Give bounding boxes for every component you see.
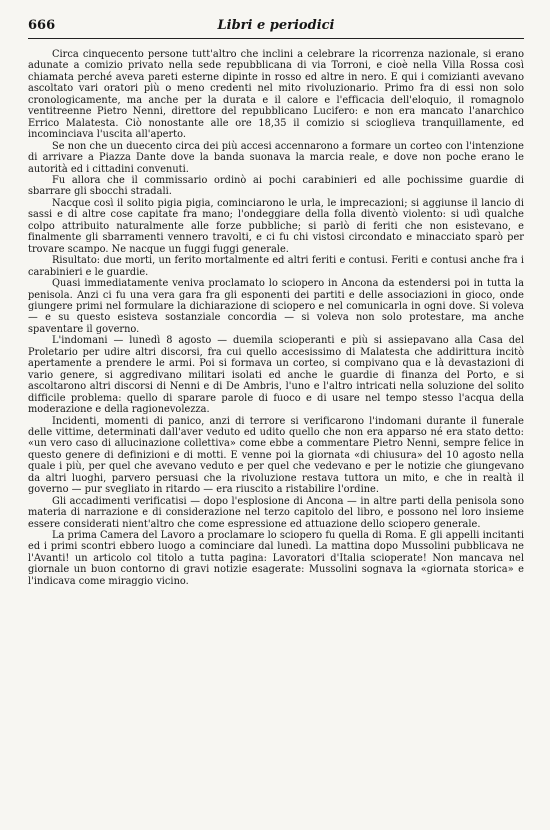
paragraph-2: Se non che un duecento circa dei più accesi accennarono a formare un corteo con l'intenzione di arrivare a Piazza Dante dove la banda suonava la marcia reale, e dove non poche erano le autorità ed i cittadini convenuti. bbox=[28, 140, 524, 175]
running-title: Libri e periodici bbox=[217, 18, 335, 33]
paragraph-1: Circa cinquecento persone tutt'altro che inclini a celebrare la ricorrenza nazionale, si erano adunate a comizio privato nella sede repubblicana di via Torroni, e cioè nella Villa Rossa così chiamata perché aveva pareti esterne dipinte in rosso ed altre in nero. E qui i comizianti avevano ascoltato vari oratori più o meno credenti nel mito rivoluzionario. Primo fra di essi non solo cronologicamente, ma anche per la durata e il calore e l'efficacia dell'eloquio, il romagnolo ventitreenne Pietro Nenni, direttore del repubblicano Lucifero: e non era mancato l'anarchico Errico Malatesta. Ciò nonostante alle ore 18,35 il comizio si scioglieva tranquillamente, ed incominciava l'uscita all'aperto. bbox=[28, 49, 524, 141]
paragraph-6: Quasi immediatamente veniva proclamato lo sciopero in Ancona da estendersi poi in tutta la penisola. Anzi ci fu una vera gara fra gli esponenti dei partiti e delle associazioni in gioco, onde giungere primi nel formulare la dichiarazione di sciopero e nel comunicarla in ogni dove. Si voleva — e su questo esisteva sostanziale concordia — si voleva non solo protestare, ma anche spaventare il governo. bbox=[28, 278, 524, 335]
text-body bbox=[28, 49, 524, 587]
paragraph-3: Fu allora che il commissario ordinò ai pochi carabinieri ed alle pochissime guardie di sbarrare gli sbocchi stradali. bbox=[28, 174, 524, 198]
page-header bbox=[28, 18, 524, 39]
paragraph-8: Incidenti, momenti di panico, anzi di terrore si verificarono l'indomani durante il funerale delle vittime, determinati dall'aver veduto ed udito quello che non era apparso né era stato detto: «un vero caso di allucinazione collettiva» come ebbe a commentare Pietro Nenni, sempre felice in questo genere di definizioni e di motti. E venne poi la giornata «di chiusura» del 10 agosto nella quale i più, per quel che avevano veduto e per quel che vedevano e per le notizie che giungevano da altri luoghi, parvero persuasi che la rivoluzione restava tuttora un mito, e che in realtà il governo — pur svegliato in ritardo — era riuscito a ristabilire l'ordine. bbox=[28, 415, 524, 496]
paragraph-4: Nacque così il solito pigia pigia, cominciarono le urla, le imprecazioni; si aggiunse il lancio di sassi e di altre cose capitate fra mano; l'ondeggiare della folla diventò violento: si udì qualche colpo attribuito naturalmente alle forze pubbliche; si parlò di feriti che non esistevano, e finalmente gli sbarramenti vennero travolti, e ci fu chi vistosi circondato e minacciato sparò per trovare scampo. Ne nacque un fuggi fuggi generale. bbox=[28, 197, 524, 255]
paragraph-7: L'indomani — lunedì 8 agosto — duemila scioperanti e più si assiepavano alla Casa del Proletario per udire altri discorsi, fra cui quello accesissimo di Malatesta che addirittura incitò apertamente a prendere le armi. Poi si formava un corteo, si compivano qua e là devastazioni di vario genere, si aggredivano militari isolati ed anche le guardie di finanza del Porto, e si ascoltarono altri discorsi di Nenni e di De Ambris, l'uno e l'altro intricati nella soluzione del solito difficile problema: quello di sparare parole di fuoco e di usare nel tempo stesso l'acqua della moderazione e della ragionevolezza. bbox=[28, 335, 524, 416]
paragraph-5: Risultato: due morti, un ferito mortalmente ed altri feriti e contusi. Feriti e contusi anche fra i carabinieri e le guardie. bbox=[28, 255, 524, 278]
page-number: 666 bbox=[28, 18, 56, 33]
paragraph-10: La prima Camera del Lavoro a proclamare lo sciopero fu quella di Roma. E gli appelli incitanti ed i primi scontri ebbero luogo a cominciare dal lunedì. La mattina dopo Mussolini pubblicava ne l'Avanti! un articolo col titolo a tutta pagina: Lavoratori d'Italia scioperate! Non mancava nel giornale un buon contorno di gravi notizie esagerate: Mussolini sognava la «giornata storica» e l'indicava come miraggio vicino. bbox=[28, 530, 524, 587]
paragraph-9: Gli accadimenti verificatisi — dopo l'esplosione di Ancona — in altre parti della penisola sono materia di narrazione e di considerazione nel terzo capitolo del libro, e possono nel loro insieme essere considerati nient'altro che come espressione ed attuazione dello sciopero generale. bbox=[28, 495, 524, 530]
